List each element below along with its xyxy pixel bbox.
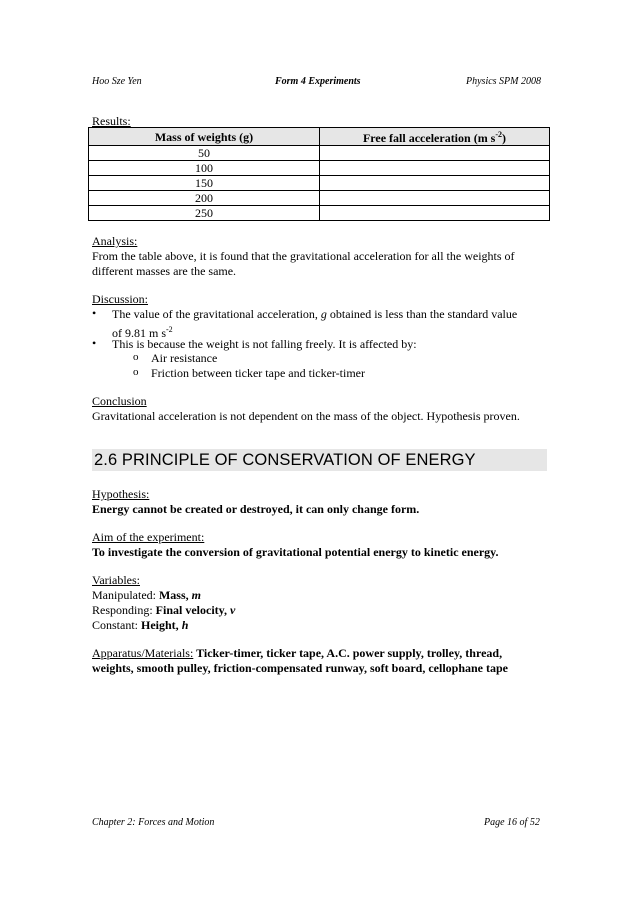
mass-cell: 50 [89,146,320,161]
acceleration-cell [320,146,550,161]
discussion-subpoint-1: Air resistance [151,351,218,365]
conclusion-text: Gravitational acceleration is not dependent on the mass of the object. Hypothesis proven. [92,409,520,423]
variable-manipulated: Manipulated: Mass, m [92,588,201,602]
variables-label: Variables: [92,573,140,587]
column-header-acceleration: Free fall acceleration (m $s^{-2}$) [320,128,550,146]
results-label: Results: [92,114,131,128]
mass-cell: 200 [89,191,320,206]
column-header-mass: Mass of weights (g) [89,128,320,146]
table-header-row [89,128,550,146]
footer-page-number: Page 16 of 52 [484,817,540,828]
header-subject: Physics SPM 2008 [466,76,541,87]
analysis-text-line1: From the table above, it is found that the gravitational acceleration for all the weights of [92,249,515,263]
acceleration-cell [320,206,550,221]
discussion-label: Discussion: [92,292,149,306]
table-row [89,206,550,221]
bullet-icon: • [92,336,97,350]
sub-bullet-icon: o [133,366,139,378]
apparatus-line1: Apparatus/Materials: Ticker-timer, ticker tape, A.C. power supply, trolley, thread, [92,646,503,660]
sub-bullet-icon: o [133,351,139,363]
table-row [89,146,550,161]
header-title: Form 4 Experiments [275,76,361,87]
discussion-point-1: The value of the gravitational acceleration, g obtained is less than the standard value [112,307,518,321]
header-author: Hoo Sze Yen [92,76,142,87]
variable-responding: Responding: Final velocity, v [92,603,236,617]
table-row [89,161,550,176]
mass-cell: 250 [89,206,320,221]
discussion-point-2: This is because the weight is not falling freely. It is affected by: [112,337,417,351]
acceleration-cell [320,161,550,176]
variable-constant: Constant: Height, h [92,618,189,632]
table-row [89,176,550,191]
conclusion-label: Conclusion [92,394,147,408]
analysis-label: Analysis: [92,234,138,248]
acceleration-cell [320,191,550,206]
acceleration-cell [320,176,550,191]
aim-label: Aim of the experiment: [92,530,205,544]
aim-text: To investigate the conversion of gravitational potential energy to kinetic energy. [92,545,499,559]
discussion-subpoint-2: Friction between ticker tape and ticker-timer [151,366,366,380]
hypothesis-text: Energy cannot be created or destroyed, it can only change form. [92,502,420,516]
footer-chapter: Chapter 2: Forces and Motion [92,817,215,828]
bullet-icon: • [92,306,97,320]
section-heading [92,449,547,471]
mass-cell: 150 [89,176,320,191]
results-table [88,127,550,221]
section-title: 2.6 PRINCIPLE OF CONSERVATION OF ENERGY [94,451,476,469]
table-row [89,191,550,206]
analysis-text-line2: different masses are the same. [92,264,237,278]
mass-cell: 100 [89,161,320,176]
apparatus-line2: weights, smooth pulley, friction-compensated runway, soft board, cellophane tape [92,661,509,675]
discussion-point-1-cont: of 9.81 m $s^{-2}$ [112,325,173,340]
hypothesis-label: Hypothesis: [92,487,150,501]
